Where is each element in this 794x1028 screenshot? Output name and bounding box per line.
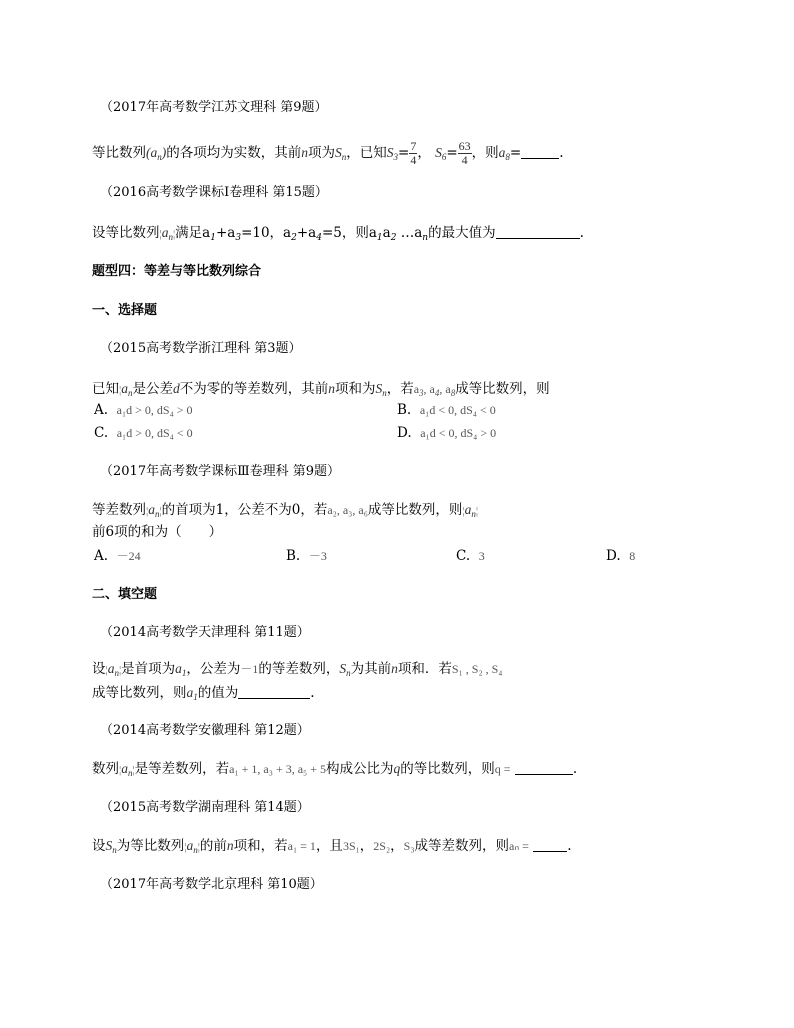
q5-text: 设$¦a_n¦$是首项为$a_1$，公差为－1的等差数列，$S_n$为其前n项和．若S₁ , S₂ , S₄ [92,661,503,678]
q6-text: 数列$¦a_n¦$是等差数列，若a₁ + 1, a₃ + 3, a₅ + 5构成公比为q的等比数列，则q = . [92,761,578,778]
answer-blank[interactable] [238,684,310,699]
q2-text: 设等比数列$¦a_n¦$满足$a_1+a_3=10$，$a_2+a_4=5$，则$a_1a_2$ $\dots a_n$的最大值为 . [92,225,584,243]
answer-blank[interactable] [496,224,580,239]
q1-source: （2017年高考数学江苏文理科 第9题） [100,100,328,115]
q4-text: 等差数列$¦a_n¦$的首项为1，公差不为0，若a₂, a₃, a₆成等比数列，则$¦a_n¦$ [92,502,479,519]
q8-source: （2017年高考数学北京理科 第10题） [100,877,323,892]
q3-option-a[interactable]: A. a₁d > 0, dS₄ > 0 [94,402,193,418]
q4-option-b[interactable]: B. －3 [286,548,327,564]
q7-source: （2015高考数学湖南理科 第14题） [100,800,310,815]
part-title-choice: 一、选择题 [92,303,158,318]
part-title-fill: 二、填空题 [92,587,158,602]
q4-text-line2: 前6项的和为（ ） [92,524,223,540]
fraction-7-4: $\frac{7}{4}$ [410,139,417,167]
q2-source: （2016高考数学课标Ⅰ卷理科 第15题） [100,185,328,200]
section-title: 题型四：等差与等比数列综合 [92,264,262,279]
q6-source: （2014高考数学安徽理科 第12题） [100,723,310,738]
fraction-63-4: $\frac{63}{4}$ [458,139,471,167]
q4-source: （2017年高考数学课标Ⅲ卷理科 第9题） [100,464,341,479]
q3-text: 已知$¦a_n$是公差d不为零的等差数列，其前n项和为$S_n$，若$a_3$, $a_4$, $a_8$成等比数列，则 [92,381,550,398]
answer-blank[interactable] [521,144,559,159]
q5-text-line2: 成等比数列，则$a_1$的值为 . [92,685,315,702]
q3-option-b[interactable]: B. a₁d < 0, dS₄ < 0 [397,402,496,418]
q3-option-c[interactable]: C. a₁d > 0, dS₄ < 0 [94,425,193,441]
q4-option-d[interactable]: D. 8 [606,548,636,564]
q5-source: （2014高考数学天津理科 第11题） [100,625,310,640]
q7-text: 设$S_n$为等比数列$¦a_n¦$的前n项和，若a₁ = 1，且3S₁，2S₂，S₃成等差数列，则aₙ = . [92,838,572,855]
answer-blank[interactable] [515,760,573,775]
q1-text: 等比数列$(a_n)$的各项均为实数，其前n项为$S_n$，已知$S_3=$ $\frac{7}{4}$ ， $S_6=$ $\frac{63}{4}$ ，则$a_8=$ . [92,139,564,167]
q4-option-a[interactable]: A. －24 [94,548,141,564]
q3-source: （2015高考数学浙江理科 第3题） [100,341,302,356]
q3-option-d[interactable]: D. a₁d < 0, dS₄ > 0 [397,425,497,441]
q4-option-c[interactable]: C. 3 [456,548,485,564]
answer-blank[interactable] [533,837,567,852]
